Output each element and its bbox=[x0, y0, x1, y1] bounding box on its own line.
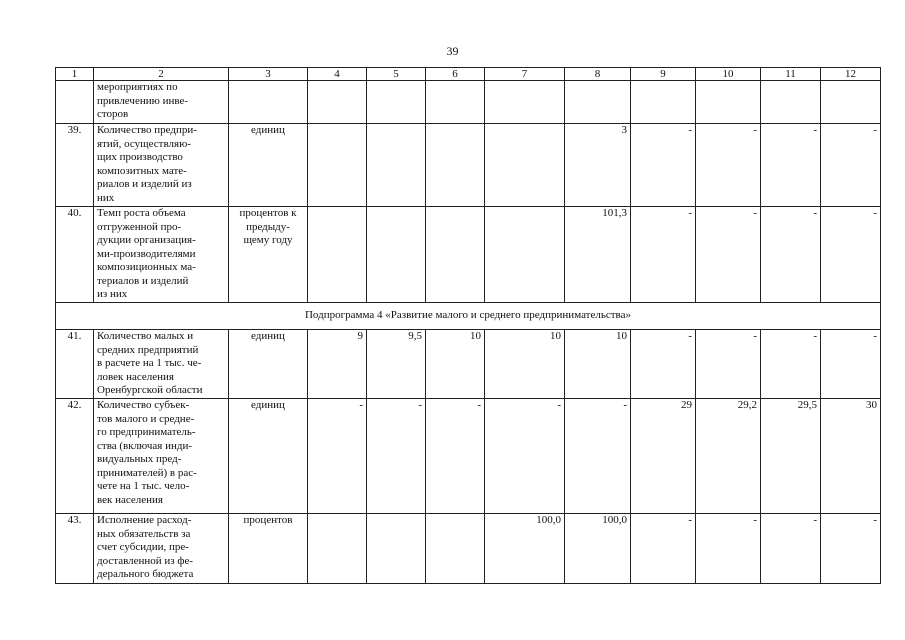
table-row bbox=[56, 514, 881, 584]
value-cell-col-5 bbox=[367, 514, 426, 584]
value-cell-col-9: - bbox=[631, 330, 696, 399]
value-cell-col-5 bbox=[367, 124, 426, 207]
indicator-name-cell-line: композитных мате- bbox=[97, 164, 187, 177]
row-index-cell bbox=[56, 81, 94, 124]
value-cell-col-7 bbox=[485, 207, 565, 303]
value-cell-col-8: 100,0 bbox=[565, 514, 631, 584]
table-row bbox=[56, 124, 881, 207]
unit-cell bbox=[229, 207, 308, 303]
unit-cell-line: процентов bbox=[243, 514, 293, 526]
value-cell-col-9: - bbox=[631, 124, 696, 207]
column-header-5: 5 bbox=[367, 68, 426, 81]
indicator-name-cell-line: композиционных ма- bbox=[97, 261, 196, 273]
unit-cell bbox=[229, 330, 308, 399]
indicator-name-cell-line: го предприниматель- bbox=[97, 426, 196, 438]
value-cell-col-9: - bbox=[631, 207, 696, 303]
value-cell-col-10: - bbox=[696, 330, 761, 399]
unit-cell-line: предыду- bbox=[246, 220, 290, 233]
indicator-name-cell-line: ных обязательств за bbox=[97, 527, 191, 540]
row-index-cell: 43. bbox=[56, 514, 94, 584]
value-cell-col-6 bbox=[426, 514, 485, 584]
row-index-cell: 41. bbox=[56, 330, 94, 399]
indicator-name-cell-line: ми-производителями bbox=[97, 247, 196, 260]
indicator-name-cell bbox=[94, 81, 229, 124]
column-header-2: 2 bbox=[94, 68, 229, 81]
value-cell-col-7: - bbox=[485, 399, 565, 514]
indicator-name-cell bbox=[94, 330, 229, 399]
indicator-name-cell-line: ства (включая инди- bbox=[97, 439, 193, 452]
value-cell-col-8: 10 bbox=[565, 330, 631, 399]
value-cell-col-12: 30 bbox=[821, 399, 881, 514]
indicator-name-cell-line: чете на 1 тыс. чело- bbox=[97, 480, 190, 492]
value-cell-col-7: 100,0 bbox=[485, 514, 565, 584]
value-cell-col-8: - bbox=[565, 399, 631, 514]
row-index-cell: 42. bbox=[56, 399, 94, 514]
value-cell-col-12: - bbox=[821, 514, 881, 584]
indicator-name-cell-line: тов малого и средне- bbox=[97, 412, 195, 425]
indicator-name-cell-line: в расчете на 1 тыс. че- bbox=[97, 357, 202, 369]
indicator-name-cell-line: видуальных пред- bbox=[97, 453, 182, 465]
row-index-cell: 39. bbox=[56, 124, 94, 207]
empty-cell bbox=[696, 81, 761, 124]
column-header-8: 8 bbox=[565, 68, 631, 81]
indicator-name-cell-line: Исполнение расход- bbox=[97, 514, 192, 526]
value-cell-col-7: 10 bbox=[485, 330, 565, 399]
indicator-name-cell-line: Оренбургской области bbox=[97, 384, 203, 396]
empty-cell bbox=[565, 81, 631, 124]
indicator-name-cell-line: дерального бюджета bbox=[97, 568, 194, 580]
row-index-cell: 40. bbox=[56, 207, 94, 303]
empty-cell bbox=[367, 81, 426, 124]
unit-cell bbox=[229, 124, 308, 207]
indicator-name-cell bbox=[94, 514, 229, 584]
column-header-12: 12 bbox=[821, 68, 881, 81]
value-cell-col-5: 9,5 bbox=[367, 330, 426, 399]
indicator-name-cell-line: доставленной из фе- bbox=[97, 554, 194, 567]
indicator-name-cell-line: средних предприятий bbox=[97, 343, 199, 356]
unit-cell-line: единиц bbox=[251, 124, 285, 136]
column-number-row bbox=[56, 68, 881, 81]
empty-cell bbox=[308, 81, 367, 124]
indicator-name-cell-line: век населения bbox=[97, 493, 163, 506]
value-cell-col-12: - bbox=[821, 330, 881, 399]
table-row bbox=[56, 330, 881, 399]
indicator-name-cell-line: отгруженной про- bbox=[97, 220, 182, 233]
indicator-name-cell-line: ловек населения bbox=[97, 370, 174, 383]
empty-cell bbox=[229, 81, 308, 124]
value-cell-col-12: - bbox=[821, 124, 881, 207]
value-cell-col-10: - bbox=[696, 207, 761, 303]
indicator-name-cell-line: териалов и изделий bbox=[97, 274, 189, 287]
value-cell-col-6 bbox=[426, 207, 485, 303]
indicator-name-cell-line: Количество малых и bbox=[97, 330, 194, 342]
value-cell-col-4 bbox=[308, 514, 367, 584]
indicator-name-cell-line: дукции организация- bbox=[97, 234, 196, 246]
empty-cell bbox=[426, 81, 485, 124]
unit-cell bbox=[229, 399, 308, 514]
unit-cell-line: единиц bbox=[251, 330, 285, 342]
empty-cell bbox=[631, 81, 696, 124]
value-cell-col-6: 10 bbox=[426, 330, 485, 399]
value-cell-col-5: - bbox=[367, 399, 426, 514]
value-cell-col-11: - bbox=[761, 207, 821, 303]
page-number: 39 bbox=[446, 44, 459, 58]
unit-cell-line: процентов к bbox=[239, 207, 297, 219]
value-cell-col-9: - bbox=[631, 514, 696, 584]
indicator-name-cell-line: принимателей) в рас- bbox=[97, 466, 197, 479]
value-cell-col-9: 29 bbox=[631, 399, 696, 514]
subprogram-row bbox=[56, 303, 881, 330]
indicator-name-cell-line: них bbox=[97, 191, 115, 204]
column-header-4: 4 bbox=[308, 68, 367, 81]
column-header-11: 11 bbox=[761, 68, 821, 81]
subprogram-title: Подпрограмма 4 «Развитие малого и среднего предпринимательства» bbox=[56, 303, 881, 330]
indicator-name-cell-line: Количество предпри- bbox=[97, 124, 197, 136]
table-row bbox=[56, 207, 881, 303]
indicator-name-cell-line: Количество субъек- bbox=[97, 399, 190, 411]
value-cell-col-8: 3 bbox=[565, 124, 631, 207]
value-cell-col-10: 29,2 bbox=[696, 399, 761, 514]
indicator-name-cell-line: сторов bbox=[97, 108, 129, 120]
indicator-name-cell-line: Темп роста объема bbox=[97, 207, 186, 219]
indicator-name-cell-line: счет субсидии, пре- bbox=[97, 541, 189, 553]
value-cell-col-8: 101,3 bbox=[565, 207, 631, 303]
column-header-10: 10 bbox=[696, 68, 761, 81]
column-header-7: 7 bbox=[485, 68, 565, 81]
value-cell-col-5 bbox=[367, 207, 426, 303]
value-cell-col-6: - bbox=[426, 399, 485, 514]
column-header-1: 1 bbox=[56, 68, 94, 81]
unit-cell-line: щему году bbox=[243, 234, 293, 246]
indicators-table bbox=[55, 67, 881, 584]
indicator-name-cell-line: ятий, осуществляю- bbox=[97, 137, 191, 150]
column-header-6: 6 bbox=[426, 68, 485, 81]
value-cell-col-7 bbox=[485, 124, 565, 207]
indicator-name-cell-line: из них bbox=[97, 288, 128, 300]
empty-cell bbox=[761, 81, 821, 124]
empty-cell bbox=[485, 81, 565, 124]
empty-cell bbox=[821, 81, 881, 124]
unit-cell-line: единиц bbox=[251, 399, 285, 411]
indicator-name-cell-line: привлечению инве- bbox=[97, 94, 189, 107]
table-row bbox=[56, 399, 881, 514]
value-cell-col-10: - bbox=[696, 514, 761, 584]
value-cell-col-10: - bbox=[696, 124, 761, 207]
indicator-name-cell-line: щих производство bbox=[97, 151, 183, 163]
value-cell-col-4: - bbox=[308, 399, 367, 514]
value-cell-col-12: - bbox=[821, 207, 881, 303]
value-cell-col-6 bbox=[426, 124, 485, 207]
indicator-name-cell-line: мероприятиях по bbox=[97, 81, 178, 93]
value-cell-col-4 bbox=[308, 207, 367, 303]
value-cell-col-11: - bbox=[761, 514, 821, 584]
indicator-name-cell-line: риалов и изделий из bbox=[97, 178, 192, 190]
value-cell-col-11: 29,5 bbox=[761, 399, 821, 514]
value-cell-col-4: 9 bbox=[308, 330, 367, 399]
table-row-continuation bbox=[56, 81, 881, 124]
column-header-3: 3 bbox=[229, 68, 308, 81]
column-header-9: 9 bbox=[631, 68, 696, 81]
value-cell-col-11: - bbox=[761, 124, 821, 207]
value-cell-col-11: - bbox=[761, 330, 821, 399]
value-cell-col-4 bbox=[308, 124, 367, 207]
indicator-name-cell bbox=[94, 124, 229, 207]
indicator-name-cell bbox=[94, 207, 229, 303]
unit-cell bbox=[229, 514, 308, 584]
indicator-name-cell bbox=[94, 399, 229, 514]
